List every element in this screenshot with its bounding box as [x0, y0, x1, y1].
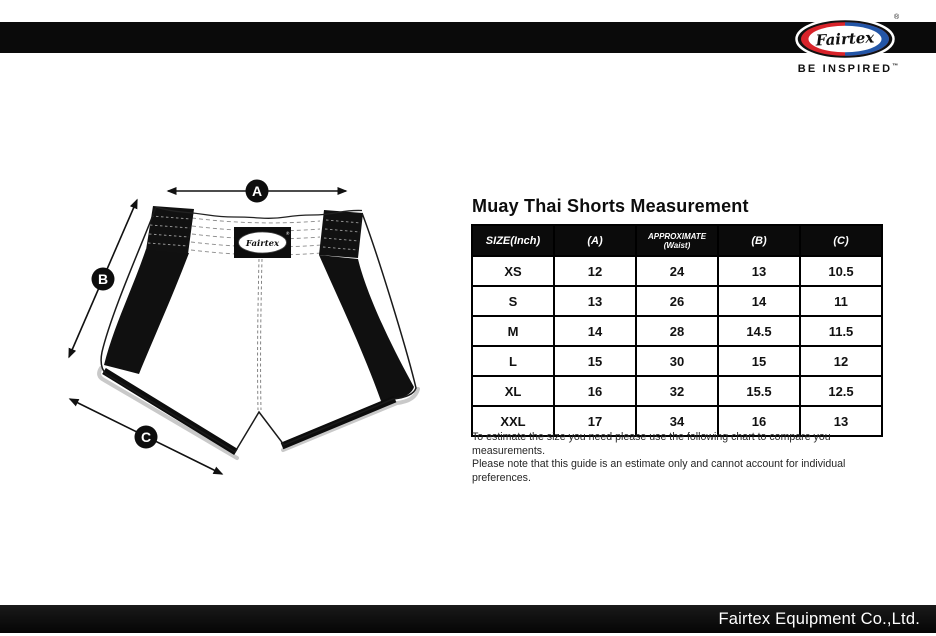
logo-wordmark: Fairtex — [815, 28, 875, 50]
tm-mark: ™ — [892, 63, 899, 70]
cell-size: XL — [472, 376, 554, 406]
cell-b: 14.5 — [718, 316, 800, 346]
waistband-brand-patch — [234, 227, 291, 258]
footer-bar — [0, 605, 936, 633]
note-line-1: To estimate the size you need please use the following chart to compare you measurements. — [472, 431, 831, 457]
cell-c: 13 — [800, 406, 882, 436]
col-header-b: (B) — [718, 225, 800, 256]
cell-c: 12 — [800, 346, 882, 376]
fairtex-oval-logo-icon — [786, 6, 910, 64]
cell-waist: 28 — [636, 316, 718, 346]
table-row — [472, 286, 882, 316]
col-header-size: SIZE(Inch) — [472, 225, 554, 256]
cell-waist: 32 — [636, 376, 718, 406]
brand-tagline — [786, 63, 910, 75]
label-b: B — [97, 271, 109, 287]
col-header-waist-line1: APPROXIMATE — [647, 231, 707, 241]
cell-c: 11.5 — [800, 316, 882, 346]
label-a: A — [251, 183, 263, 199]
cell-c: 10.5 — [800, 256, 882, 286]
shorts-measurement-diagram — [50, 160, 450, 490]
registered-mark: ® — [894, 14, 900, 21]
col-header-c: (C) — [800, 225, 882, 256]
cell-a: 14 — [554, 316, 636, 346]
table-row — [472, 376, 882, 406]
size-guide-note — [472, 431, 892, 485]
table-row — [472, 316, 882, 346]
cell-c: 12.5 — [800, 376, 882, 406]
cell-a: 12 — [554, 256, 636, 286]
label-c: C — [140, 429, 152, 445]
cell-size: XXL — [472, 406, 554, 436]
table-header-row — [472, 225, 882, 256]
company-name: Fairtex Equipment Co.,Ltd. — [718, 610, 920, 628]
cell-waist: 26 — [636, 286, 718, 316]
table-row — [472, 346, 882, 376]
cell-waist: 34 — [636, 406, 718, 436]
page-title: Muay Thai Shorts Measurement — [472, 196, 749, 216]
col-header-waist-line2: (Waist) — [663, 240, 691, 250]
cell-b: 15.5 — [718, 376, 800, 406]
cell-size: L — [472, 346, 554, 376]
tagline-text: BE INSPIRED — [797, 63, 893, 75]
cell-size: M — [472, 316, 554, 346]
cell-size: S — [472, 286, 554, 316]
table-row — [472, 256, 882, 286]
cell-size: XS — [472, 256, 554, 286]
cell-a: 15 — [554, 346, 636, 376]
note-line-2: Please note that this guide is an estimate only and cannot account for individual preferences. — [472, 458, 846, 484]
cell-b: 14 — [718, 286, 800, 316]
cell-waist: 24 — [636, 256, 718, 286]
patch-wordmark: Fairtex — [245, 239, 280, 249]
cell-a: 13 — [554, 286, 636, 316]
cell-a: 16 — [554, 376, 636, 406]
cell-b: 16 — [718, 406, 800, 436]
cell-c: 11 — [800, 286, 882, 316]
fairtex-logo — [786, 6, 910, 82]
col-header-a: (A) — [554, 225, 636, 256]
cell-a: 17 — [554, 406, 636, 436]
patch-registered-mark: ® — [286, 231, 290, 236]
size-table — [471, 224, 883, 437]
right-waist-elastic — [319, 210, 363, 258]
cell-waist: 30 — [636, 346, 718, 376]
cell-b: 13 — [718, 256, 800, 286]
col-header-waist — [636, 225, 718, 256]
cell-b: 15 — [718, 346, 800, 376]
